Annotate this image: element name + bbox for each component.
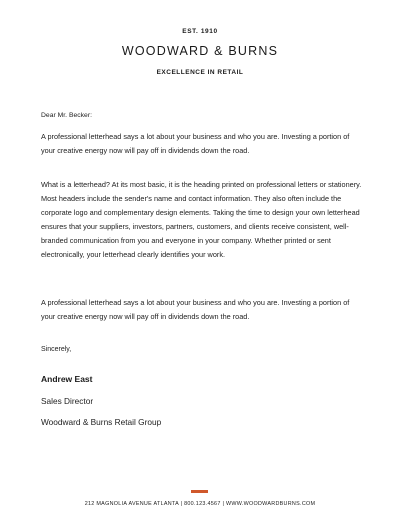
established-year: EST. 1910 bbox=[182, 28, 218, 35]
footer-contact-line: 212 MAGNOLIA AVENUE ATLANTA | 800.123.4567 | WWW.WOODWARDBURNS.COM bbox=[84, 501, 316, 507]
signature-organization: Woodward & Burns Retail Group bbox=[41, 417, 162, 427]
letter-paragraph-1: A professional letterhead says a lot about your business and who you are. Investing a portion of your creative energy now will pay off in dividends down the road. bbox=[41, 132, 350, 155]
company-name: WOODWARD & BURNS bbox=[121, 44, 279, 58]
signature-title: Sales Director bbox=[41, 396, 94, 406]
letter-closing: Sincerely, bbox=[41, 346, 72, 353]
company-tagline: EXCELLENCE IN RETAIL bbox=[156, 69, 244, 76]
signature-name: Andrew East bbox=[41, 374, 93, 384]
footer-accent-bar bbox=[191, 490, 208, 493]
letter-paragraph-3: A professional letterhead says a lot about your business and who you are. Investing a portion of your creative energy now will pay off in dividends down the road. bbox=[41, 298, 350, 321]
letter-paragraph-2: What is a letterhead? At its most basic, it is the heading printed on professional letters or stationery. Most headers include the sender's name and contact information. They also often include the corporate logo and complementary design elements. Taking the time to design your own letterhead ensures that your suppliers, investors, partners, customers, and clients receive consistent, well-branded communication from you and everyone in your company. Whether printed or sent electronically, your letterhead clearly identifies your work. bbox=[41, 180, 362, 259]
letter-salutation: Dear Mr. Becker: bbox=[41, 112, 92, 119]
